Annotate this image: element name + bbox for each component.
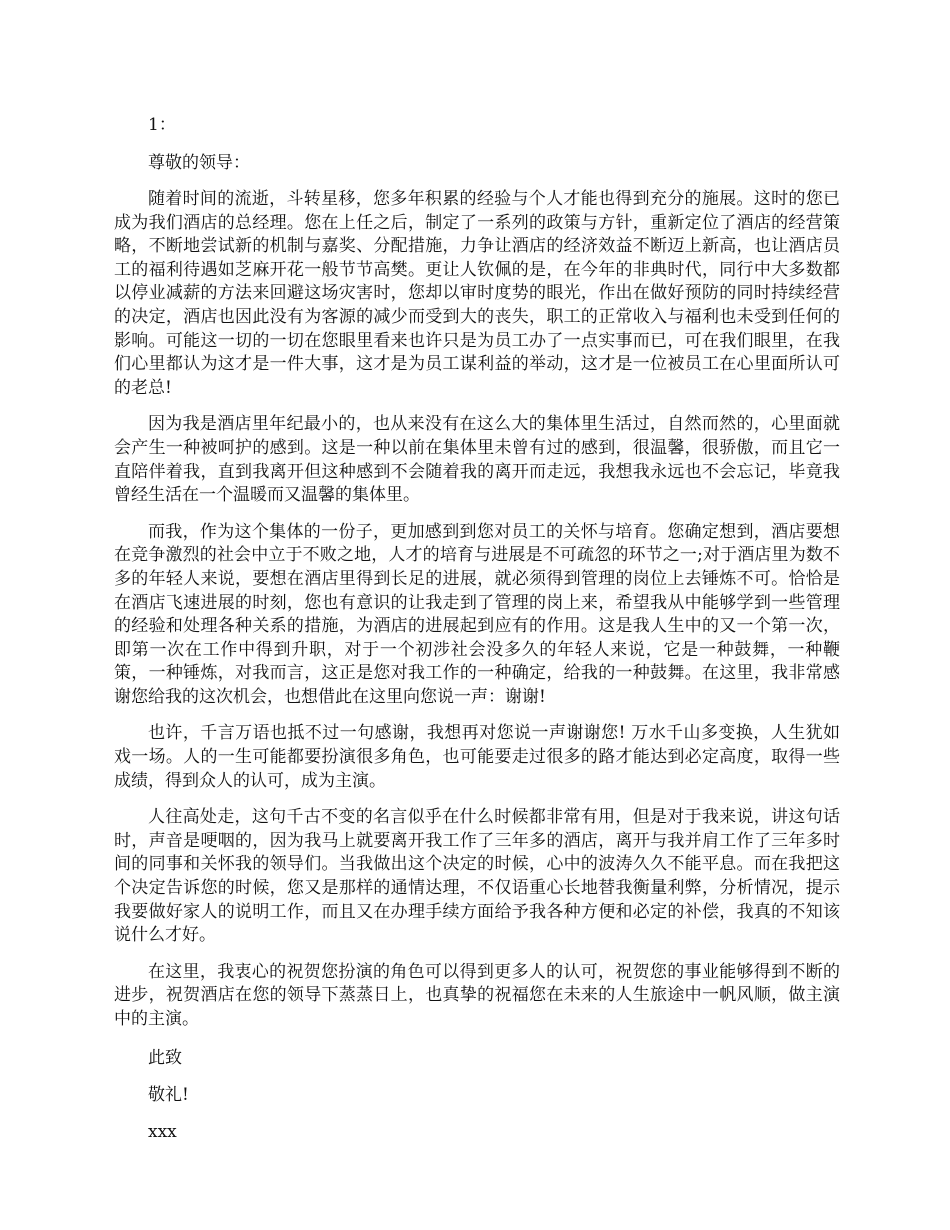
paragraph-4: 也许，千言万语也抵不过一句感谢，我想再对您说一声谢谢您! 万水千山多变换，人生犹如戏一场。人的一生可能都要扮演很多角色，也可能要走过很多的路才能达到必定高度，取得一些成绩，得到众人的认可，成为主演。 — [114, 723, 840, 791]
paragraph-2: 因为我是酒店里年纪最小的，也从来没有在这么大的集体里生活过，自然而然的，心里面就会产生一种被呵护的感到。这是一种以前在集体里未曾有过的感到，很温馨，很骄傲，而且它一直陪伴着我，直到我离开但这种感到不会随着我的离开而走远，我想我永远也不会忘记，毕竟我曾经生活在一个温暖而又温馨的集体里。 — [114, 414, 840, 506]
paragraph-5: 人往高处走，这句千古不变的名言似乎在什么时候都非常有用，但是对于我来说，讲这句话时，声音是哽咽的，因为我马上就要离开我工作了三年多的酒店，离开与我并肩工作了三年多时间的同事和关怀我的领导们。当我做出这个决定的时候，心中的波涛久久不能平息。而在我把这个决定告诉您的时候，您又是那样的通情达理，不仅语重心长地替我衡量利弊，分析情况，提示我要做好家人的说明工作，而且又在办理手续方面给予我各种方便和必定的补偿，我真的不知该说什么才好。 — [114, 807, 840, 946]
closing-line-1: 此致 — [148, 1047, 182, 1068]
paragraph-1: 随着时间的流逝，斗转星移，您多年积累的经验与个人才能也得到充分的施展。这时的您已成为我们酒店的总经理。您在上任之后，制定了一系列的政策与方针，重新定位了酒店的经营策略，不断地尝试新的机制与嘉奖、分配措施，力争让酒店的经济效益不断迈上新高，也让酒店员工的福利待遇如芝麻开花一般节节高樊。更让人钦佩的是，在今年的非典时代，同行中大多数都以停业减薪的方法来回避这场灾害时，您却以审时度势的眼光，作出在做好预防的同时持续经营的决定，酒店也因此没有为客源的减少而受到大的丧失，职工的正常收入与福利也未受到任何的影响。可能这一切的一切在您眼里看来也许只是为员工办了一点实事而已，可在我们眼里，在我们心里都认为这才是一件大事，这才是为员工谋利益的举动，这才是一位被员工在心里面所认可的老总! — [114, 189, 840, 398]
paragraph-6: 在这里，我衷心的祝贺您扮演的角色可以得到更多人的认可，祝贺您的事业能够得到不断的进步，祝贺酒店在您的领导下蒸蒸日上，也真挚的祝福您在未来的人生旅途中一帆风顺，做主演中的主演。 — [114, 961, 840, 1029]
letter-number: 1： — [148, 115, 176, 135]
paragraph-3: 而我，作为这个集体的一份子，更加感到到您对员工的关怀与培育。您确定想到，酒店要想在竞争激烈的社会中立于不败之地，人才的培育与进展是不可疏忽的环节之一;对于酒店里为数不多的年轻人来说，要想在酒店里得到长足的进展，就必须得到管理的岗位上去锤炼不可。恰恰是在酒店飞速进展的时刻，您也有意识的让我走到了管理的岗上来，希望我从中能够学到一些管理的经验和处理各种关系的措施，为酒店的进展起到应有的作用。这是我人生中的又一个第一次，即第一次在工作中得到升职，对于一个初涉社会没多久的年轻人来说，它是一种鼓舞，一种鞭策，一种锤炼，对我而言，这正是您对我工作的一种确定，给我的一种鼓舞。在这里，我非常感谢您给我的这次机会，也想借此在这里向您说一声：谢谢! — [114, 521, 840, 707]
letter-body — [114, 112, 840, 1156]
signature: xxx — [148, 1121, 177, 1142]
closing-line-2: 敬礼! — [148, 1084, 189, 1105]
salutation: 尊敬的领导： — [148, 153, 250, 173]
